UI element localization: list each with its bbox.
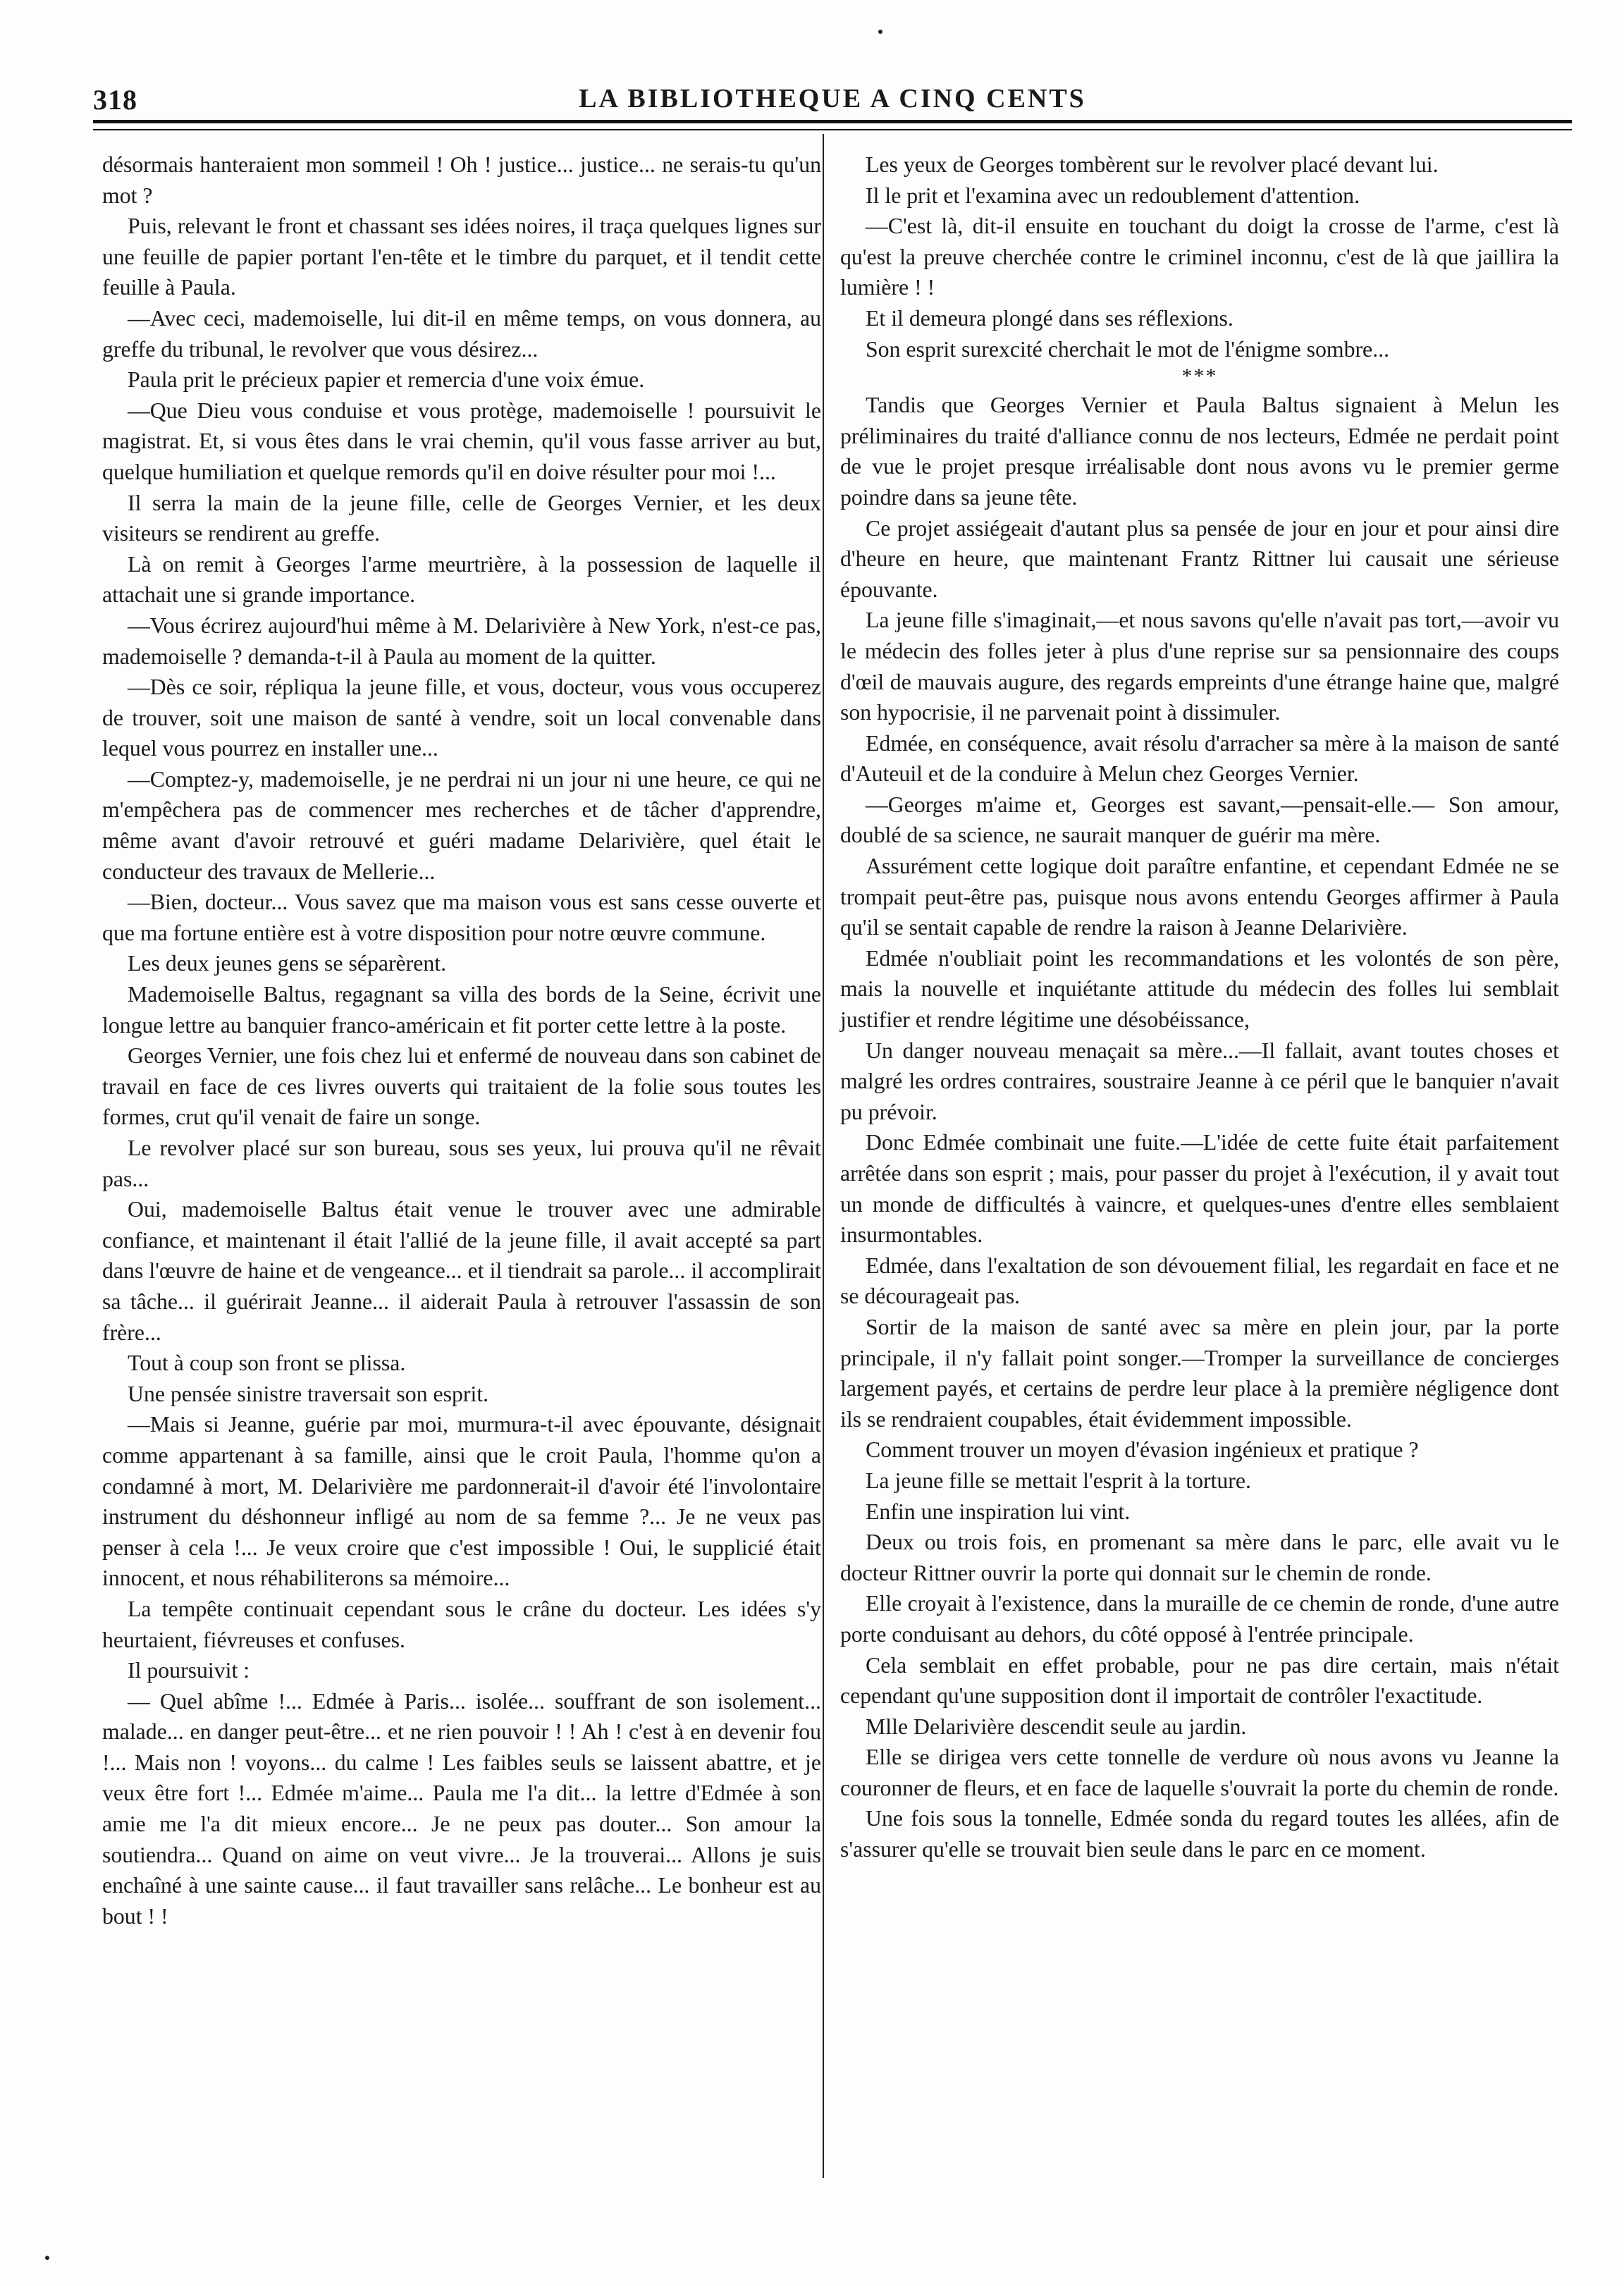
print-speck [45, 2256, 49, 2260]
paragraph: Le revolver placé sur son bureau, sous ses yeux, lui prouva qu'il ne rêvait pas... [102, 1136, 821, 1191]
paragraph: — Quel abîme !... Edmée à Paris... isolée... souffrant de son isolement... malade... en danger peut-être... et ne rien pouvoir ! ! Ah ! c'est à en devenir fou !... Mais non ! voyons... du calme ! Les faibles seuls se laissent abattre, et je veux être fort !... Edmée m'aime... Paula me l'a dit... la lettre d'Edmée à son amie me l'a dit mieux encore... Je ne peux pas douter... Son amour la soutiendra... Quand on aime on veut vivre... Je la trouverai... Allons je suis enchaîné à une sainte cause... il faut travailler sans relâche... Le bonheur est au bout ! ! [102, 1688, 821, 1929]
paragraph: Et il demeura plongé dans ses réflexions. [866, 305, 1234, 331]
paragraph: —Avec ceci, mademoiselle, lui dit-il en même temps, on vous donnera, au greffe du tribunal, le revolver que vous désirez... [102, 305, 821, 362]
paragraph: —Comptez-y, mademoiselle, je ne perdrai ni un jour ni une heure, ce qui ne m'empêchera pas de commencer mes recherches et de tâcher d'apprendre, même avant d'avoir retrouvé et guéri madame Delarivière, quel était le conducteur des travaux de Mellerie... [102, 766, 821, 884]
left-column [102, 149, 821, 1931]
paragraph: Il poursuivit : [128, 1658, 250, 1683]
paragraph: Tout à coup son front se plissa. [128, 1351, 406, 1376]
paragraph: —Georges m'aime et, Georges est savant,—pensait-elle.— Son amour, doublé de sa science, ne saurait manquer de guérir ma mère. [840, 792, 1559, 848]
paragraph: —Bien, docteur... Vous savez que ma maison vous est sans cesse ouverte et que ma fortune entière est à votre disposition pour notre œuvre commune. [102, 890, 821, 945]
paragraph: Elle croyait à l'existence, dans la muraille de ce chemin de ronde, d'une autre porte conduisant au dehors, du côté opposé à l'entrée principale. [840, 1591, 1559, 1647]
paragraph: Deux ou trois fois, en promenant sa mère dans le parc, elle avait vu le docteur Rittner ouvrir la porte qui donnait sur le chemin de ronde. [840, 1530, 1559, 1585]
paragraph: Là on remit à Georges l'arme meurtrière, à la possession de laquelle il attachait une si grande importance. [102, 551, 821, 608]
paragraph: Une pensée sinistre traversait son esprit. [128, 1381, 489, 1406]
paragraph: Oui, mademoiselle Baltus était venue le trouver avec une admirable confiance, et maintenant il était l'allié de la jeune fille, il avait accepté sa part dans l'œuvre de haine et de vengeance... et il tiendrait sa parole... il accomplirait sa tâche... il guérirait Jeanne... il aiderait Paula à retrouver l'assassin de son frère... [102, 1197, 821, 1345]
paragraph: Les deux jeunes gens se séparèrent. [128, 951, 447, 976]
header-rule-thick [93, 120, 1572, 123]
paragraph: Puis, relevant le front et chassant ses idées noires, il traça quelques lignes sur une feuille de papier portant l'en-tête et le timbre du parquet, et il tendit cette feuille à Paula. [102, 214, 821, 300]
paragraph: Ce projet assiégeait d'autant plus sa pensée de jour en jour et pour ainsi dire d'heure en heure, que maintenant Frantz Rittner lui causait une sérieuse épouvante. [840, 515, 1559, 602]
paragraph: Les yeux de Georges tombèrent sur le revolver placé devant lui. [866, 152, 1439, 177]
paragraph: La jeune fille se mettait l'esprit à la torture. [866, 1468, 1251, 1493]
paragraph: Paula prit le précieux papier et remercia d'une voix émue. [128, 367, 645, 393]
paragraph: Edmée, dans l'exaltation de son dévouement filial, les regardait en face et ne se décourageait pas. [840, 1253, 1559, 1309]
print-speck [878, 30, 882, 34]
paragraph: La jeune fille s'imaginait,—et nous savons qu'elle n'avait pas tort,—avoir vu le médecin des folles jeter à plus d'une reprise sur sa pensionnaire des coups d'œil de mauvais augure, des regards empreints d'une étrange haine que, malgré son hypocrisie, il ne parvenait point à dissimuler. [840, 608, 1559, 725]
paragraph: désormais hanteraient mon sommeil ! Oh ! justice... justice... ne serais-tu qu'un mot ? [102, 152, 821, 208]
paragraph: —Vous écrirez aujourd'hui même à M. Delarivière à New York, n'est-ce pas, mademoiselle ? demanda-t-il à Paula au moment de la quitter. [102, 613, 821, 669]
paragraph: Cela semblait en effet probable, pour ne pas dire certain, mais n'était cependant qu'une supposition dont il importait de contrôler l'exactitude. [840, 1652, 1559, 1709]
paragraph: Tandis que Georges Vernier et Paula Baltus signaient à Melun les préliminaires du traité d'alliance connu de nos lecteurs, Edmée ne perdait point de vue le projet presque irréalisable dont nous avons vu le premier germe poindre dans sa jeune tête. [840, 393, 1559, 510]
page-number: 318 [93, 84, 137, 116]
paragraph: La tempête continuait cependant sous le crâne du docteur. Les idées s'y heurtaient, fiévreuses et confuses. [102, 1596, 821, 1652]
paragraph: Enfin une inspiration lui vint. [866, 1499, 1131, 1524]
header-rule-thin [93, 129, 1572, 130]
running-title: LA BIBLIOTHEQUE A CINQ CENTS [579, 84, 1086, 113]
paragraph: Un danger nouveau menaçait sa mère...—Il fallait, avant toutes choses et malgré les ordres contraires, soustraire Jeanne à ce péril que le banquier n'avait pu prévoir. [840, 1038, 1559, 1124]
paragraph: Il le prit et l'examina avec un redoublement d'attention. [866, 183, 1360, 208]
paragraph: Georges Vernier, une fois chez lui et enfermé de nouveau dans son cabinet de travail en face de ces livres ouverts qui traitaient de la folie sous toutes les formes, crut qu'il venait de faire un songe. [102, 1043, 821, 1130]
paragraph: Edmée, en conséquence, avait résolu d'arracher sa mère à la maison de santé d'Auteuil et de la conduire à Melun chez Georges Vernier. [840, 730, 1559, 787]
section-break-asterism: *** [1181, 364, 1218, 388]
paragraph: Mademoiselle Baltus, regagnant sa villa des bords de la Seine, écrivit une longue lettre au banquier franco-américain et fit porter cette lettre à la poste. [102, 982, 821, 1038]
paragraph: Une fois sous la tonnelle, Edmée sonda du regard toutes les allées, afin de s'assurer qu'elle se trouvait bien seule dans le parc en ce moment. [840, 1806, 1559, 1862]
paragraph: Il serra la main de la jeune fille, celle de Georges Vernier, et les deux visiteurs se rendirent au greffe. [102, 490, 821, 546]
paragraph: Comment trouver un moyen d'évasion ingénieux et pratique ? [866, 1437, 1419, 1463]
column-divider [823, 134, 824, 2178]
paragraph: —Dès ce soir, répliqua la jeune fille, et vous, docteur, vous vous occuperez de trouver, soit une maison de santé à vendre, soit un local convenable dans lequel vous pourrez en installer une... [102, 675, 821, 761]
paragraph: —Mais si Jeanne, guérie par moi, murmura-t-il avec épouvante, désignait comme appartenant à sa famille, ainsi que le croit Paula, l'homme qu'on a condamné à mort, M. Delarivière me pardonnerait-il d'avoir été l'involontaire instrument du déshonneur infligé au nom de sa femme ?... Je ne veux pas penser à cela !... Je veux croire que c'est impossible ! Oui, le supplicié était innocent, et nous réhabiliterons sa mémoire... [102, 1412, 821, 1591]
paragraph: Edmée n'oubliait point les recommandations et les volontés de son père, mais la nouvelle et inquiétante attitude du médecin des folles lui semblait justifier et rendre légitime une désobéissance, [840, 945, 1559, 1033]
paragraph: Elle se dirigea vers cette tonnelle de verdure où nous avons vu Jeanne la couronner de fleurs, et en face de laquelle s'ouvrait la porte du chemin de ronde. [840, 1745, 1559, 1800]
right-column [840, 149, 1559, 1865]
paragraph: Son esprit surexcité cherchait le mot de l'énigme sombre... [866, 336, 1390, 362]
paragraph: —Que Dieu vous conduise et vous protège, mademoiselle ! poursuivit le magistrat. Et, si vous êtes dans le vrai chemin, qu'il vous fasse arriver au but, quelque humiliation et quelque remords qu'il en doive résulter pour moi !... [102, 398, 821, 484]
page-header [93, 76, 1572, 118]
paragraph: Mlle Delarivière descendit seule au jardin. [866, 1714, 1247, 1739]
paragraph: Donc Edmée combinait une fuite.—L'idée de cette fuite était parfaitement arrêtée dans son esprit ; mais, pour passer du projet à l'exécution, il y avait tout un monde de difficultés à vaincre, et quelques-unes d'entre elles semblaient insurmontables. [840, 1130, 1559, 1248]
paragraph: Sortir de la maison de santé avec sa mère en plein jour, par la porte principale, il n'y fallait point songer.—Tromper la surveillance de concierges largement payés, et certains de perdre leur place à la première négligence dont ils se rendraient coupables, était évidemment impossible. [840, 1314, 1559, 1432]
paragraph: —C'est là, dit-il ensuite en touchant du doigt la crosse de l'arme, c'est là qu'est la preuve cherchée contre le criminel inconnu, c'est de là que jaillira la lumière ! ! [840, 214, 1559, 300]
paragraph: Assurément cette logique doit paraître enfantine, et cependant Edmée ne se trompait peut-être pas, puisque nous avons entendu Georges affirmer à Paula qu'il se sentait capable de rendre la raison à Jeanne Delarivière. [840, 854, 1559, 940]
